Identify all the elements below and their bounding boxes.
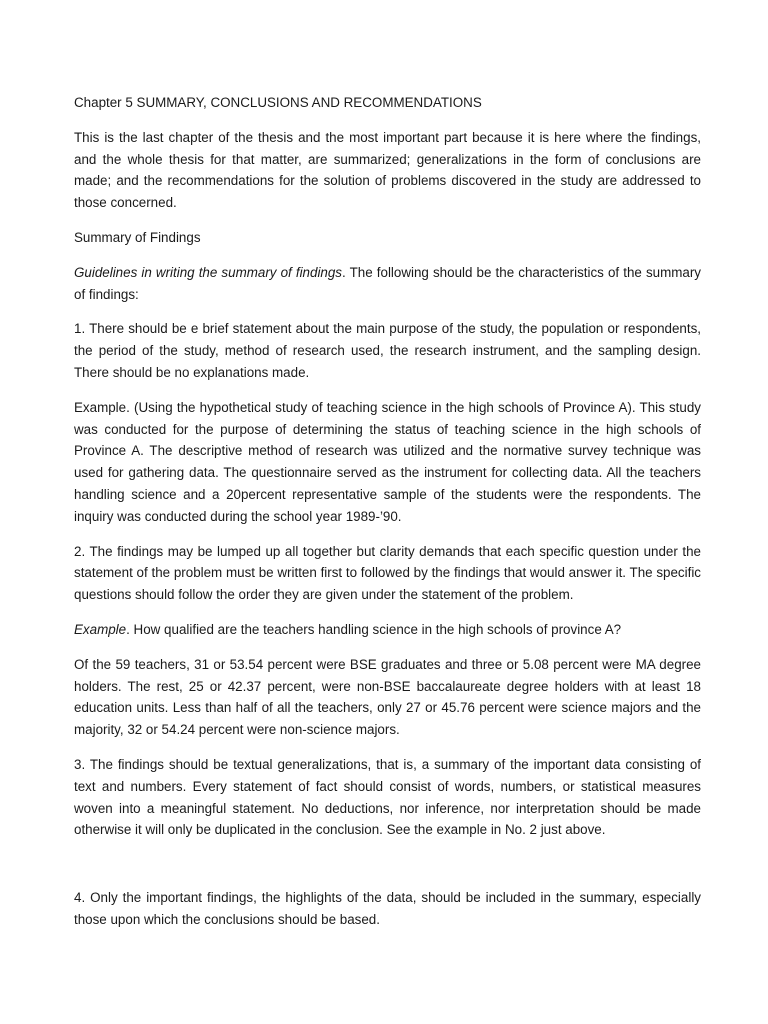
item-2-paragraph: 2. The findings may be lumped up all together but clarity demands that each specific question under the statement of the problem must be written first to followed by the findings that would answer it. The specific questions should follow the order they are given under the statement of the problem.	[74, 543, 701, 603]
item-4-paragraph: 4. Only the important findings, the highlights of the data, should be included in the summary, especially those upon which the conclusions should be based.	[74, 890, 701, 927]
section-title: Summary of Findings	[74, 229, 201, 245]
guidelines-text: . The following should be the characteristics of the summary of findings:	[74, 264, 701, 302]
example-1-paragraph: Example. (Using the hypothetical study of teaching science in the high schools of Province A). This study was conducted for the purpose of determining the status of teaching science in the high schools of Province A. The descriptive method of research was utilized and the normative survey technique was used for gathering data. The questionnaire served as the instrument for collecting data. All the teachers handling science and a 20percent representative sample of the students were the respondents. The inquiry was conducted during the school year 1989-’90.	[74, 399, 701, 524]
example-2-label: Example	[74, 621, 127, 637]
guidelines-label: Guidelines in writing the summary of findings	[74, 264, 343, 280]
document-page	[74, 92, 701, 944]
item-3-paragraph: 3. The findings should be textual generalizations, that is, a summary of the important data consisting of text and numbers. Every statement of fact should consist of words, numbers, or statistical measures woven into a meaningful statement. No deductions, nor inference, nor interpretation should be made otherwise it will only be duplicated in the conclusion. See the example in No. 2 just above.	[74, 756, 701, 838]
example-2-question	[74, 619, 701, 641]
example-2-answer: Of the 59 teachers, 31 or 53.54 percent were BSE graduates and three or 5.08 percent were MA degree holders. The rest, 25 or 42.37 percent, were non-BSE baccalaureate degree holders with at least 18 education units. Less than half of all the teachers, only 27 or 45.76 percent were science majors and the majority, 32 or 54.24 percent were non-science majors.	[74, 656, 701, 738]
item-1-paragraph: 1. There should be e brief statement about the main purpose of the study, the population or respondents, the period of the study, method of research used, the research instrument, and the sampling design. There should be no explanations made.	[74, 321, 701, 380]
guidelines-paragraph	[74, 262, 701, 306]
chapter-title: Chapter 5 SUMMARY, CONCLUSIONS AND RECOMMENDATIONS	[74, 95, 482, 110]
example-2-text: . How qualified are the teachers handling science in the high schools of province A?	[126, 621, 622, 637]
intro-paragraph: This is the last chapter of the thesis and the most important part because it is here where the findings, and the whole thesis for that matter, are summarized; generalizations in the form of conclusions are made; and the recommendations for the solution of problems discovered in the study are addressed to those concerned.	[74, 129, 701, 211]
